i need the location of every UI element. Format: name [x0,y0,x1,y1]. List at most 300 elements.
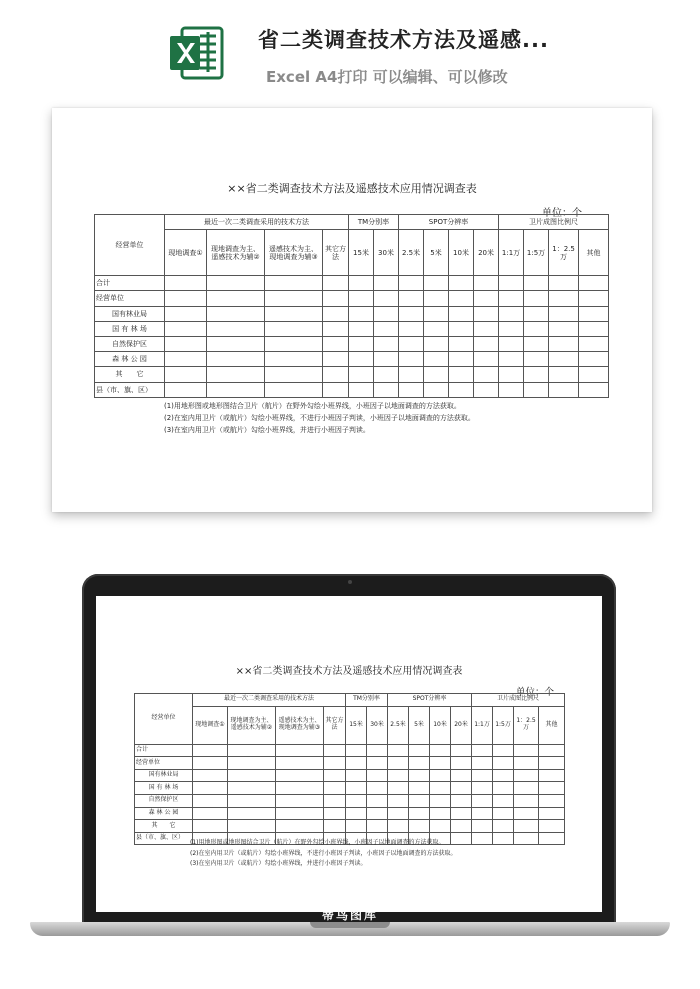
row-label: 国 有 林 场 [95,321,165,336]
table-cell [367,820,388,833]
notes [164,400,475,436]
table-row [95,336,609,351]
header-cell: 经营单位 [135,694,193,745]
table-cell [549,291,579,306]
header-cell: 20米 [474,230,499,276]
header-cell: 最近一次二类调查采用的技术方法 [165,215,349,230]
header-cell: 其他 [579,230,609,276]
table-cell [514,744,539,757]
header-cell: 1：2.5万 [514,706,539,744]
table-cell [579,382,609,397]
table-cell [276,782,324,795]
table-cell [367,807,388,820]
note-line: (1)用地形图或地形图结合卫片（航片）在野外勾绘小班界线，小班因子以地面调查的方法获取。 [190,839,445,846]
table-cell [493,794,514,807]
table-cell [193,744,228,757]
table-cell [539,807,565,820]
table-cell [474,352,499,367]
table-cell [579,336,609,351]
table-row [95,306,609,321]
table-cell [399,321,424,336]
camera-icon [348,580,352,584]
table-cell [514,807,539,820]
table-cell [165,352,207,367]
table-cell [374,336,399,351]
table-cell [579,276,609,291]
header-cell: 其它方法 [323,230,349,276]
note-line: (3)在室内用卫片（或航片）勾绘小班界线，并进行小班因子判读。 [190,860,367,867]
header-cell: 其他 [539,706,565,744]
table-cell [346,782,367,795]
header-cell: 现地调查① [193,706,228,744]
table-cell [549,382,579,397]
table-cell [228,807,276,820]
table-cell [346,769,367,782]
table-cell [430,744,451,757]
table-cell [388,820,409,833]
table-cell [165,321,207,336]
table-row [95,321,609,336]
table-cell [367,757,388,770]
note-line: (2)在室内用卫片（或航片）勾绘小班界线，不进行小班因子判读，小班因子以地面调查的方法获取。 [190,849,457,857]
header-cell: 10米 [449,230,474,276]
table-cell [367,769,388,782]
table-cell [524,321,549,336]
header-cell: 1:5万 [493,706,514,744]
table-cell [493,807,514,820]
row-label: 森 林 公 园 [95,352,165,367]
table-cell [409,769,430,782]
table-cell [549,276,579,291]
table-cell [374,367,399,382]
table-cell [409,757,430,770]
laptop-brand: 蒂鸟图库 [321,908,378,922]
table-cell [474,336,499,351]
table-cell [374,321,399,336]
table-cell [374,352,399,367]
table-row [95,291,609,306]
header-cell: SPOT分辨率 [399,215,499,230]
header-cell: 10米 [430,706,451,744]
table-cell [524,306,549,321]
laptop-notch [310,922,390,928]
table-cell [579,321,609,336]
table-cell [346,807,367,820]
table-cell [449,276,474,291]
table-cell [349,336,374,351]
table-cell [493,744,514,757]
table-cell [324,782,346,795]
header-cell: SPOT分辨率 [388,694,472,707]
table-cell [514,820,539,833]
table-cell [409,782,430,795]
sheet-title: ××省二类调查技术方法及遥感技术应用情况调查表 [235,666,463,677]
table-cell [499,276,524,291]
table-cell [474,291,499,306]
table-cell [228,757,276,770]
table-cell [193,794,228,807]
table-cell [579,367,609,382]
table-cell [424,382,449,397]
table-header-row [135,694,565,707]
laptop-screen [96,596,602,912]
header-cell: 5米 [424,230,449,276]
table-cell [193,782,228,795]
table-cell [399,291,424,306]
table-row [135,807,565,820]
table-cell [165,306,207,321]
table-row [95,382,609,397]
table-cell [193,757,228,770]
notes [190,838,457,870]
header-cell: 1：2.5万 [549,230,579,276]
table-cell [349,321,374,336]
sheet-title: ××省二类调查技术方法及遥感技术应用情况调查表 [227,182,477,195]
header-cell: 30米 [374,230,399,276]
laptop-lid [82,574,616,926]
header-cell: 1:1万 [472,706,493,744]
table-cell [193,820,228,833]
table-cell [228,820,276,833]
table-cell [349,352,374,367]
header-cell: 现地调查为主、遥感技术为辅② [228,706,276,744]
header-cell: 15米 [346,706,367,744]
table-cell [472,820,493,833]
table-cell [514,757,539,770]
table-cell [472,807,493,820]
table-cell [324,769,346,782]
table-cell [399,367,424,382]
table-cell [493,782,514,795]
table-row [135,820,565,833]
row-label: 县（市、旗、区） [95,382,165,397]
table-cell [228,782,276,795]
table-cell [472,744,493,757]
table-cell [207,276,265,291]
table-cell [472,757,493,770]
sheet-preview-content [52,108,652,512]
row-label: 森 林 公 园 [135,807,193,820]
table-cell [409,794,430,807]
table-cell [424,336,449,351]
table-cell [228,744,276,757]
header-cell: 30米 [367,706,388,744]
table-cell [165,382,207,397]
table-cell [499,336,524,351]
table-cell [549,367,579,382]
table-cell [409,744,430,757]
table-cell [474,382,499,397]
table-cell [499,382,524,397]
table-cell [493,757,514,770]
table-cell [388,757,409,770]
laptop-mockup [0,560,700,989]
table-cell [549,321,579,336]
table-cell [207,336,265,351]
table-cell [165,367,207,382]
table-cell [424,306,449,321]
table-cell [549,352,579,367]
table-cell [539,820,565,833]
note-line: (3)在室内用卫片（或航片）勾绘小班界线，并进行小班因子判读。 [164,426,370,434]
table-cell [474,276,499,291]
header-cell: 15米 [349,230,374,276]
table-cell [474,367,499,382]
table-cell [323,382,349,397]
header-cell: 现地调查① [165,230,207,276]
table-cell [324,757,346,770]
header-cell: TM分别率 [349,215,399,230]
table-cell [430,757,451,770]
row-label: 经营单位 [135,757,193,770]
table-cell [549,306,579,321]
table-row [135,782,565,795]
header-cell: 2.5米 [399,230,424,276]
table-cell [265,336,323,351]
survey-table [134,693,565,845]
table-cell [399,352,424,367]
unit-label: 单位：个 [542,208,582,219]
table-cell [193,769,228,782]
table-cell [449,306,474,321]
table-header-row [135,706,565,744]
table-cell [539,832,565,845]
header-cell: 卫片成图比例尺 [499,215,609,230]
table-cell [524,352,549,367]
header-cell: 遥感技术为主、现地调查为辅③ [265,230,323,276]
table-row [135,794,565,807]
table-cell [430,794,451,807]
table-cell [323,291,349,306]
table-cell [499,367,524,382]
table-cell [549,336,579,351]
table-cell [514,794,539,807]
table-cell [449,382,474,397]
table-cell [346,794,367,807]
table-cell [449,352,474,367]
document-title: 省二类调查技术方法及遥感... [258,28,549,52]
table-cell [265,382,323,397]
table-cell [539,794,565,807]
table-cell [449,336,474,351]
table-cell [324,744,346,757]
table-cell [451,757,472,770]
table-header-row [95,230,609,276]
table-cell [346,820,367,833]
table-cell [451,744,472,757]
header-cell: 5米 [409,706,430,744]
table-cell [472,794,493,807]
table-cell [514,782,539,795]
table-cell [228,769,276,782]
table-cell [349,382,374,397]
table-cell [430,807,451,820]
table-cell [265,321,323,336]
table-cell [323,321,349,336]
header-cell: 1:1万 [499,230,524,276]
table-cell [367,782,388,795]
table-cell [399,382,424,397]
table-cell [472,832,493,845]
table-cell [399,276,424,291]
header-cell: 现地调查为主、遥感技术为辅② [207,230,265,276]
table-cell [367,744,388,757]
header-cell: 遥感技术为主、现地调查为辅③ [276,706,324,744]
table-cell [579,291,609,306]
table-cell [424,291,449,306]
table-cell [324,820,346,833]
page-header [0,0,700,100]
table-cell [449,291,474,306]
table-row [95,352,609,367]
table-cell [349,306,374,321]
table-cell [207,321,265,336]
table-cell [524,291,549,306]
table-cell [424,367,449,382]
table-cell [451,820,472,833]
table-cell [424,352,449,367]
table-cell [539,769,565,782]
table-cell [265,306,323,321]
table-cell [493,832,514,845]
row-label: 其 它 [135,820,193,833]
table-cell [430,769,451,782]
row-label: 国有林业局 [95,306,165,321]
header-cell: 经营单位 [95,215,165,276]
table-cell [349,291,374,306]
table-cell [374,306,399,321]
row-label: 经营单位 [95,291,165,306]
row-label: 合计 [95,276,165,291]
table-cell [323,306,349,321]
table-row [135,769,565,782]
table-cell [499,306,524,321]
header-cell: TM分别率 [346,694,388,707]
table-cell [323,352,349,367]
table-cell [349,276,374,291]
table-cell [449,367,474,382]
header-cell: 其它方法 [324,706,346,744]
table-cell [579,306,609,321]
table-cell [388,807,409,820]
table-cell [276,744,324,757]
table-cell [514,769,539,782]
table-cell [399,306,424,321]
table-cell [346,744,367,757]
sheet-preview [52,108,652,512]
table-cell [388,744,409,757]
table-cell [374,291,399,306]
table-cell [409,807,430,820]
table-cell [524,276,549,291]
table-cell [474,321,499,336]
table-cell [193,807,228,820]
table-cell [424,321,449,336]
header-cell: 2.5米 [388,706,409,744]
table-cell [165,276,207,291]
table-cell [207,306,265,321]
table-cell [409,820,430,833]
excel-icon [166,22,228,84]
table-cell [493,769,514,782]
table-row [135,757,565,770]
table-cell [514,832,539,845]
table-cell [430,782,451,795]
unit-label: 单位：个 [516,687,555,698]
table-cell [388,794,409,807]
table-cell [323,276,349,291]
table-cell [493,820,514,833]
table-cell [539,744,565,757]
table-row [95,367,609,382]
table-cell [472,782,493,795]
row-label: 国 有 林 场 [135,782,193,795]
table-cell [265,291,323,306]
table-cell [449,321,474,336]
table-cell [579,352,609,367]
header-cell: 20米 [451,706,472,744]
table-cell [276,807,324,820]
table-cell [472,769,493,782]
table-cell [524,367,549,382]
table-cell [539,757,565,770]
table-cell [346,757,367,770]
table-cell [207,367,265,382]
table-cell [207,291,265,306]
header-cell: 最近一次二类调查采用的技术方法 [193,694,346,707]
table-cell [388,782,409,795]
table-cell [265,367,323,382]
table-cell [265,352,323,367]
table-cell [324,794,346,807]
table-cell [323,336,349,351]
table-cell [276,769,324,782]
row-label: 其 它 [95,367,165,382]
table-cell [524,336,549,351]
table-cell [499,291,524,306]
table-cell [165,291,207,306]
table-cell [276,757,324,770]
survey-table [94,214,609,398]
row-label: 县（市、旗、区） [135,832,193,845]
table-cell [424,276,449,291]
table-row [95,276,609,291]
table-cell [374,382,399,397]
table-cell [276,794,324,807]
table-cell [374,276,399,291]
table-cell [367,794,388,807]
table-cell [474,306,499,321]
table-cell [349,367,374,382]
table-cell [451,794,472,807]
table-cell [388,769,409,782]
row-label: 自然保护区 [135,794,193,807]
header-cell: 卫片成图比例尺 [472,694,565,707]
table-cell [430,820,451,833]
header-cell: 1:5万 [524,230,549,276]
table-cell [451,807,472,820]
table-cell [451,782,472,795]
table-cell [324,807,346,820]
table-cell [228,794,276,807]
row-label: 自然保护区 [95,336,165,351]
table-cell [499,321,524,336]
table-row [135,744,565,757]
table-cell [207,382,265,397]
row-label: 合计 [135,744,193,757]
table-cell [276,820,324,833]
table-cell [539,782,565,795]
